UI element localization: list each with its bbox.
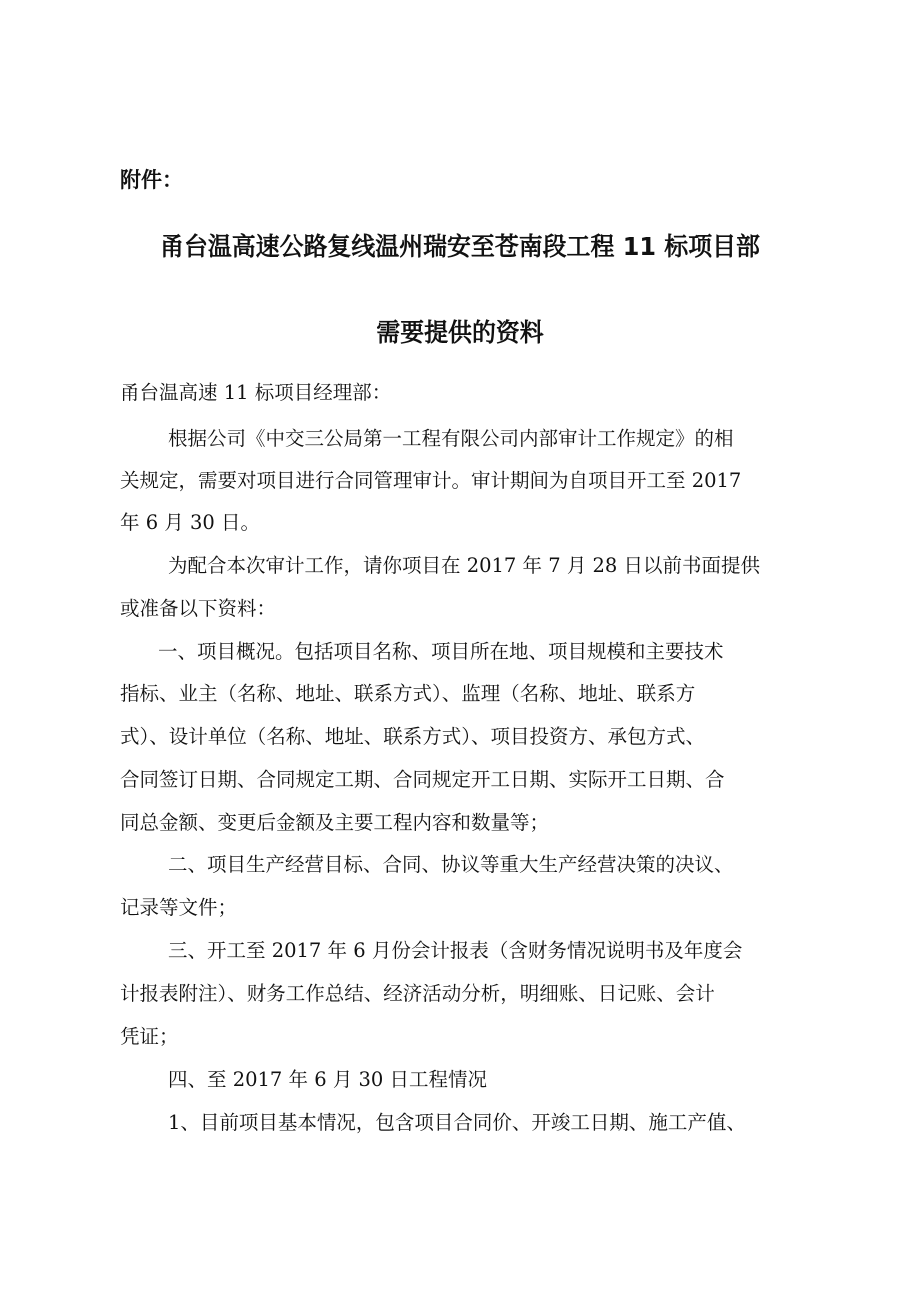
item-3-line-1: 三、开工至 2017 年 6 月份会计报表（含财务情况说明书及年度会 xyxy=(168,939,743,962)
item-2-line-2: 记录等文件； xyxy=(120,896,238,919)
item-1-line-5: 同总金额、变更后金额及主要工程内容和数量等； xyxy=(120,811,550,834)
item-4-line-1: 四、至 2017 年 6 月 30 日工程情况 xyxy=(168,1068,488,1091)
paragraph-1-line-1: 根据公司《中交三公局第一工程有限公司内部审计工作规定》的相 xyxy=(168,427,734,450)
item-3-line-3: 凭证； xyxy=(120,1025,179,1048)
paragraph-1-line-3: 年 6 月 30 日。 xyxy=(120,511,261,534)
paragraph-2-line-1: 为配合本次审计工作，请你项目在 2017 年 7 月 28 日以前书面提供 xyxy=(168,554,761,577)
document-title-line-1: 甬台温高速公路复线温州瑞安至苍南段工程 11 标项目部 xyxy=(160,232,760,261)
item-1-line-1: 一、项目概况。包括项目名称、项目所在地、项目规模和主要技术 xyxy=(158,640,724,663)
paragraph-1-line-2: 关规定，需要对项目进行合同管理审计。审计期间为自项目开工至 2017 xyxy=(120,469,742,492)
item-1-line-3: 式）、设计单位（名称、地址、联系方式）、项目投资方、承包方式、 xyxy=(120,725,706,748)
item-1-line-4: 合同签订日期、合同规定工期、合同规定开工日期、实际开工日期、合 xyxy=(120,768,725,791)
item-2-line-1: 二、项目生产经营目标、合同、协议等重大生产经营决策的决议、 xyxy=(168,853,734,876)
item-3-line-2: 计报表附注）、财务工作总结、经济活动分析，明细账、日记账、会计 xyxy=(120,982,715,1005)
subitem-1-line-1: 1、目前项目基本情况，包含项目合同价、开竣工日期、施工产值、 xyxy=(168,1111,746,1134)
paragraph-2-line-2: 或准备以下资料： xyxy=(120,597,277,620)
document-title-line-2: 需要提供的资料 xyxy=(376,318,544,347)
item-1-line-2: 指标、业主（名称、地址、联系方式）、监理（名称、地址、联系方 xyxy=(120,682,696,705)
salutation: 甬台温高速 11 标项目经理部： xyxy=(120,381,392,404)
attachment-label: 附件： xyxy=(120,168,183,192)
